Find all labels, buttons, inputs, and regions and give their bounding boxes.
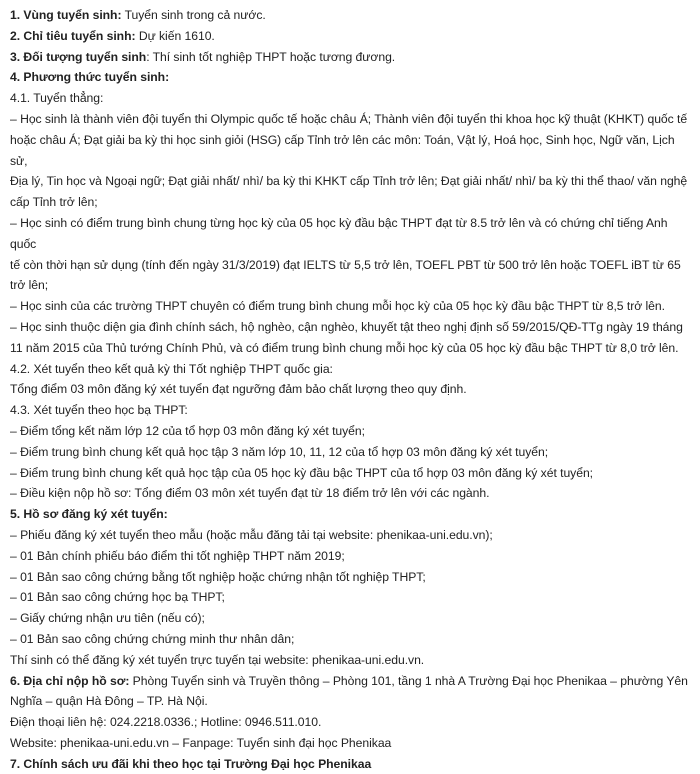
section-5-line: – Phiếu đăng ký xét tuyển theo mẫu (hoặc mẫu đăng tải tại website: phenikaa-uni.edu.vn);: [10, 527, 493, 542]
section-5-line: – 01 Bản sao công chứng học bạ THPT;: [10, 590, 225, 605]
section-4-heading: 4. Phương thức tuyển sinh:: [10, 70, 170, 85]
section-5-line: – 01 Bản sao công chứng chứng minh thư nhân dân;: [10, 631, 295, 646]
section-1-text: Tuyển sinh trong cả nước.: [121, 8, 266, 22]
method-4-1-line: trở lên;: [10, 278, 49, 293]
method-4-3-line: – Điều kiện nộp hồ sơ: Tổng điểm 03 môn xét tuyển đạt từ 18 điểm trở lên với các ngành.: [10, 486, 490, 501]
section-4: [10, 67, 690, 88]
method-4-1-line: tế còn thời hạn sử dụng (tính đến ngày 31/3/2019) đạt IELTS từ 5,5 trở lên, TOEFL PBT từ 500 trở lên hoặc TOEFL iBT từ 65: [10, 257, 681, 272]
section-3: [10, 47, 690, 68]
section-6-address-cont: Nghĩa – quận Hà Đông – TP. Hà Nội.: [10, 694, 208, 709]
method-4-3-line: – Điểm trung bình chung kết quả học tập của 05 học kỳ đầu bậc THPT của tổ hợp 03 môn đăng ký xét tuyển;: [10, 465, 594, 480]
method-4-1-line: Địa lý, Tin học và Ngoại ngữ; Đạt giải nhất/ nhì/ ba kỳ thi KHKT cấp Tỉnh trở lên; Đạt giải nhất/ nhì/ ba kỳ thi thể thao/ văn nghệ: [10, 174, 688, 189]
section-2-heading: 2. Chỉ tiêu tuyển sinh:: [10, 28, 136, 43]
section-6-phone: Điện thoại liên hệ: 024.2218.0336.; Hotline: 0946.511.010.: [10, 715, 322, 730]
method-4-1-line: – Học sinh của các trường THPT chuyên có điểm trung bình chung mỗi học kỳ của 05 học kỳ đầu bậc THPT từ 8,5 trở lên.: [10, 299, 665, 314]
section-5-line: – 01 Bản sao công chứng bằng tốt nghiệp hoặc chứng nhận tốt nghiệp THPT;: [10, 569, 426, 584]
section-5-line: – 01 Bản chính phiếu báo điểm thi tốt nghiệp THPT năm 2019;: [10, 548, 345, 563]
method-4-1-title: 4.1. Tuyển thẳng:: [10, 91, 104, 106]
method-4-1-line: – Học sinh có điểm trung bình chung từng học kỳ của 05 học kỳ đầu bậc THPT đạt từ 8.5 trở lên và có chứng chỉ tiếng Anh quốc: [10, 215, 668, 251]
section-5-line: Thí sinh có thể đăng ký xét tuyển trực tuyến tại website: phenikaa-uni.edu.vn.: [10, 652, 425, 667]
method-4-3-line: – Điểm trung bình chung kết quả học tập 3 năm lớp 10, 11, 12 của tổ hợp 03 môn đăng ký xét tuyển;: [10, 444, 549, 459]
method-4-1-line: – Học sinh là thành viên đội tuyển thi Olympic quốc tế hoặc châu Á; Thành viên đội tuyển thi khoa học kỹ thuật (KHKT) quốc tế: [10, 111, 688, 126]
section-5: [10, 504, 690, 525]
method-4-1-line: hoặc châu Á; Đạt giải ba kỳ thi học sinh giỏi (HSG) cấp Tỉnh trở lên các môn: Toán, Vật lý, Hoá học, Sinh học, Ngữ văn, Lịch sử,: [10, 132, 675, 168]
section-6-address: Phòng Tuyển sinh và Truyền thông – Phòng 101, tầng 1 nhà A Trường Đại học Phenikaa – phường Yên: [129, 673, 688, 688]
section-6: [10, 671, 690, 692]
section-6-heading: 6. Địa chỉ nộp hồ sơ:: [10, 673, 130, 688]
section-5-line: – Giấy chứng nhận ưu tiên (nếu có);: [10, 611, 205, 626]
method-4-3-line: – Điểm tổng kết năm lớp 12 của tổ hợp 03 môn đăng ký xét tuyển;: [10, 423, 365, 438]
method-4-2-line: Tổng điểm 03 môn đăng ký xét tuyển đạt ngưỡng đảm bảo chất lượng theo quy định.: [10, 382, 467, 397]
method-4-2-title: 4.2. Xét tuyển theo kết quả kỳ thi Tốt nghiệp THPT quốc gia:: [10, 361, 333, 376]
method-4-3-title: 4.3. Xét tuyển theo học bạ THPT:: [10, 403, 188, 418]
section-1: [10, 5, 690, 26]
section-2: [10, 26, 690, 47]
section-1-heading: 1. Vùng tuyển sinh:: [10, 8, 122, 22]
section-7: [10, 754, 690, 774]
method-4-1-line: cấp Tỉnh trở lên;: [10, 195, 98, 210]
section-5-heading: 5. Hồ sơ đăng ký xét tuyển:: [10, 507, 168, 522]
section-6-website: Website: phenikaa-uni.edu.vn – Fanpage: Tuyển sinh đại học Phenikaa: [10, 735, 392, 750]
method-4-1-line: – Học sinh thuộc diện gia đình chính sách, hộ nghèo, cận nghèo, khuyết tật theo nghị định số 59/2015/QĐ-TTg ngày 19 tháng: [10, 319, 683, 334]
section-2-text: Dự kiến 1610.: [135, 28, 215, 43]
section-3-heading: 3. Đối tượng tuyển sinh: [10, 49, 147, 64]
section-7-heading: 7. Chính sách ưu đãi khi theo học tại Trường Đại học Phenikaa: [10, 756, 372, 771]
section-3-text: : Thí sinh tốt nghiệp THPT hoặc tương đương.: [146, 49, 396, 64]
method-4-1-line: 11 năm 2015 của Thủ tướng Chính Phủ, và có điểm trung bình chung mỗi học kỳ của 05 học kỳ đầu bậc THPT từ 8,0 trở lên.: [10, 340, 679, 355]
